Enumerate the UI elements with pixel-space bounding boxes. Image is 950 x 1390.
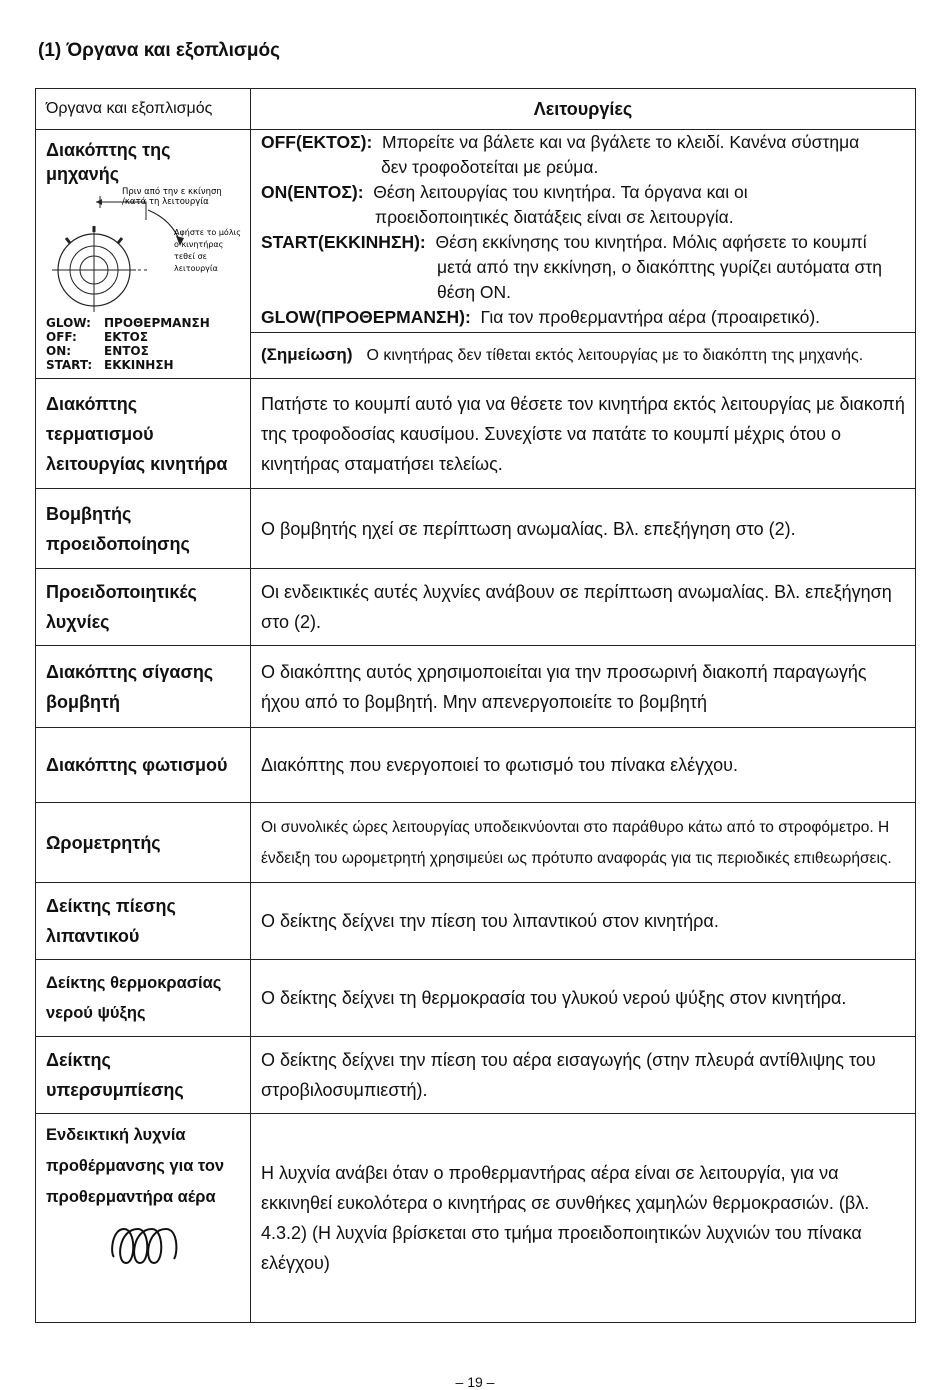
- row-description: Ο δείκτης δείχνει τη θερμοκρασία του γλυκού νερού ψύξης στον κινητήρα.: [251, 960, 916, 1037]
- preheat-lamp-symbol: [46, 1223, 244, 1272]
- diagram-label-right-3: τεθεί σε: [174, 252, 208, 261]
- row-description: Διακόπτης που ενεργοποιεί το φωτισμό του πίνακα ελέγχου.: [251, 728, 916, 803]
- table-row: [36, 883, 916, 960]
- row-description: Οι συνολικές ώρες λειτουργίας υποδεικνύονται στο παράθυρο κάτω από το στροφόμετρο. Η ένδειξη του ωρομετρητή χρησιμεύει ως πρότυπο αναφοράς για τις περιοδικές επιθεωρήσεις.: [251, 803, 916, 883]
- table-row: [36, 646, 916, 728]
- row-name: Δείκτης θερμοκρασίας νερού ψύξης: [36, 960, 251, 1037]
- table-row: [36, 960, 916, 1037]
- row-description: Η λυχνία ανάβει όταν ο προθερμαντήρας αέρα είναι σε λειτουργία, για να εκκινηθεί ευκολότερα ο κινητήρας σε συνθήκες χαμηλών θερμοκρασιών. (βλ. 4.3.2) (Η λυχνία βρίσκεται στο τμήμα προειδοποιητικών λυχνιών του πίνακα ελέγχου): [251, 1114, 916, 1323]
- instruments-table: [35, 88, 916, 1323]
- table-row: [36, 803, 916, 883]
- table-row: [36, 130, 916, 333]
- mode-start: START(ΕΚΚΙΝΗΣΗ): Θέση εκκίνησης του κινητήρα. Μόλις αφήσετε το κουμπί μετά από την εκκίνηση, ο διακόπτης γυρίζει αυτόματα στη θέση ON.: [261, 232, 882, 302]
- legend-item: OFF: ΕΚΤΟΣ: [46, 330, 149, 344]
- ignition-cell: [36, 130, 251, 379]
- section-title: (1) Όργανα και εξοπλισμός: [38, 40, 281, 61]
- diagram-label-right-4: λειτουργία: [174, 264, 218, 273]
- row-description: Ο διακόπτης αυτός χρησιμοποιείται για την προσωρινή διακοπή παραγωγής ήχου από το βομβητή. Μην απενεργοποιείτε το βομβητή: [251, 646, 916, 728]
- row-description: Ο βομβητής ηχεί σε περίπτωση ανωμαλίας. Βλ. επεξήγηση στο (2).: [251, 489, 916, 569]
- diagram-label-top-2: /κατά τη λειτουργία: [122, 197, 209, 207]
- diagram-label-right-2: ο κινητήρας: [174, 240, 224, 249]
- table-row: [36, 489, 916, 569]
- legend-item: GLOW: ΠΡΟΘΕΡΜΑΝΣΗ: [46, 316, 210, 330]
- row-description: Ο δείκτης δείχνει την πίεση του λιπαντικού στον κινητήρα.: [251, 883, 916, 960]
- row-name: Δείκτης πίεσης λιπαντικού: [36, 883, 251, 960]
- table-row: [36, 379, 916, 489]
- glow-coil-icon: [108, 1223, 182, 1267]
- row-name: Διακόπτης σίγασης βομβητή: [36, 646, 251, 728]
- header-functions: Λειτουργίες: [251, 89, 916, 130]
- key-switch-icon: [46, 186, 246, 316]
- table-row: [36, 1037, 916, 1114]
- table-row: [36, 569, 916, 646]
- row-description: Πατήστε το κουμπί αυτό για να θέσετε τον κινητήρα εκτός λειτουργίας με διακοπή της τροφοδοσίας καυσίμου. Συνεχίστε να πατάτε το κουμπί μέχρις ότου ο κινητήρας σταματήσει τελείως.: [251, 379, 916, 489]
- ignition-key-diagram: [46, 186, 244, 316]
- diagram-label-top-1: Πριν από την ε κκίνηση: [122, 187, 222, 197]
- mode-off: OFF(ΕΚΤΟΣ): Μπορείτε να βάλετε και να βγάλετε το κλειδί. Κανένα σύστημα δεν τροφοδοτείται με ρεύμα.: [261, 132, 860, 177]
- row-name: Διακόπτης φωτισμού: [36, 728, 251, 803]
- preheat-lamp-cell: [36, 1114, 251, 1323]
- row-name: Ενδεικτική λυχνία προθέρμανσης για τον προθερμαντήρα αέρα: [46, 1126, 225, 1206]
- legend-item: ON: ΕΝΤΟΣ: [46, 344, 149, 358]
- page-number: – 19 –: [455, 1374, 495, 1390]
- mode-on: ON(ΕΝΤΟΣ): Θέση λειτουργίας του κινητήρα. Τα όργανα και οι προειδοποιητικές διατάξεις είναι σε λειτουργία.: [261, 182, 748, 227]
- mode-glow: GLOW(ΠΡΟΘΕΡΜΑΝΣΗ): Για τον προθερμαντήρα αέρα (προαιρετικό).: [261, 307, 821, 327]
- table-row: [36, 728, 916, 803]
- row-name: Δείκτης υπερσυμπίεσης: [36, 1037, 251, 1114]
- row-name: Βομβητής προειδοποίησης: [36, 489, 251, 569]
- row-description: Οι ενδεικτικές αυτές λυχνίες ανάβουν σε περίπτωση ανωμαλίας. Βλ. επεξήγηση στο (2).: [251, 569, 916, 646]
- row-name: Προειδοποιητικές λυχνίες: [36, 569, 251, 646]
- header-instruments: Όργανα και εξοπλισμός: [36, 89, 251, 130]
- ignition-note: (Σημείωση) Ο κινητήρας δεν τίθεται εκτός λειτουργίας με το διακόπτη της μηχανής.: [251, 333, 916, 379]
- ignition-modes-cell: [251, 130, 916, 333]
- row-name: Διακόπτης τερματισμού λειτουργίας κινητήρα: [36, 379, 251, 489]
- switch-legend: [46, 316, 244, 372]
- ignition-switch-name: Διακόπτης της μηχανής: [46, 140, 171, 184]
- row-description: Ο δείκτης δείχνει την πίεση του αέρα εισαγωγής (στην πλευρά αντίθλιψης του στροβιλοσυμπιεστή).: [251, 1037, 916, 1114]
- legend-item: START: ΕΚΚΙΝΗΣΗ: [46, 358, 174, 372]
- table-row: [36, 1114, 916, 1323]
- row-name: Ωρομετρητής: [36, 803, 251, 883]
- diagram-label-right-1: Αφήστε το μόλις: [174, 228, 241, 237]
- table-header-row: [36, 89, 916, 130]
